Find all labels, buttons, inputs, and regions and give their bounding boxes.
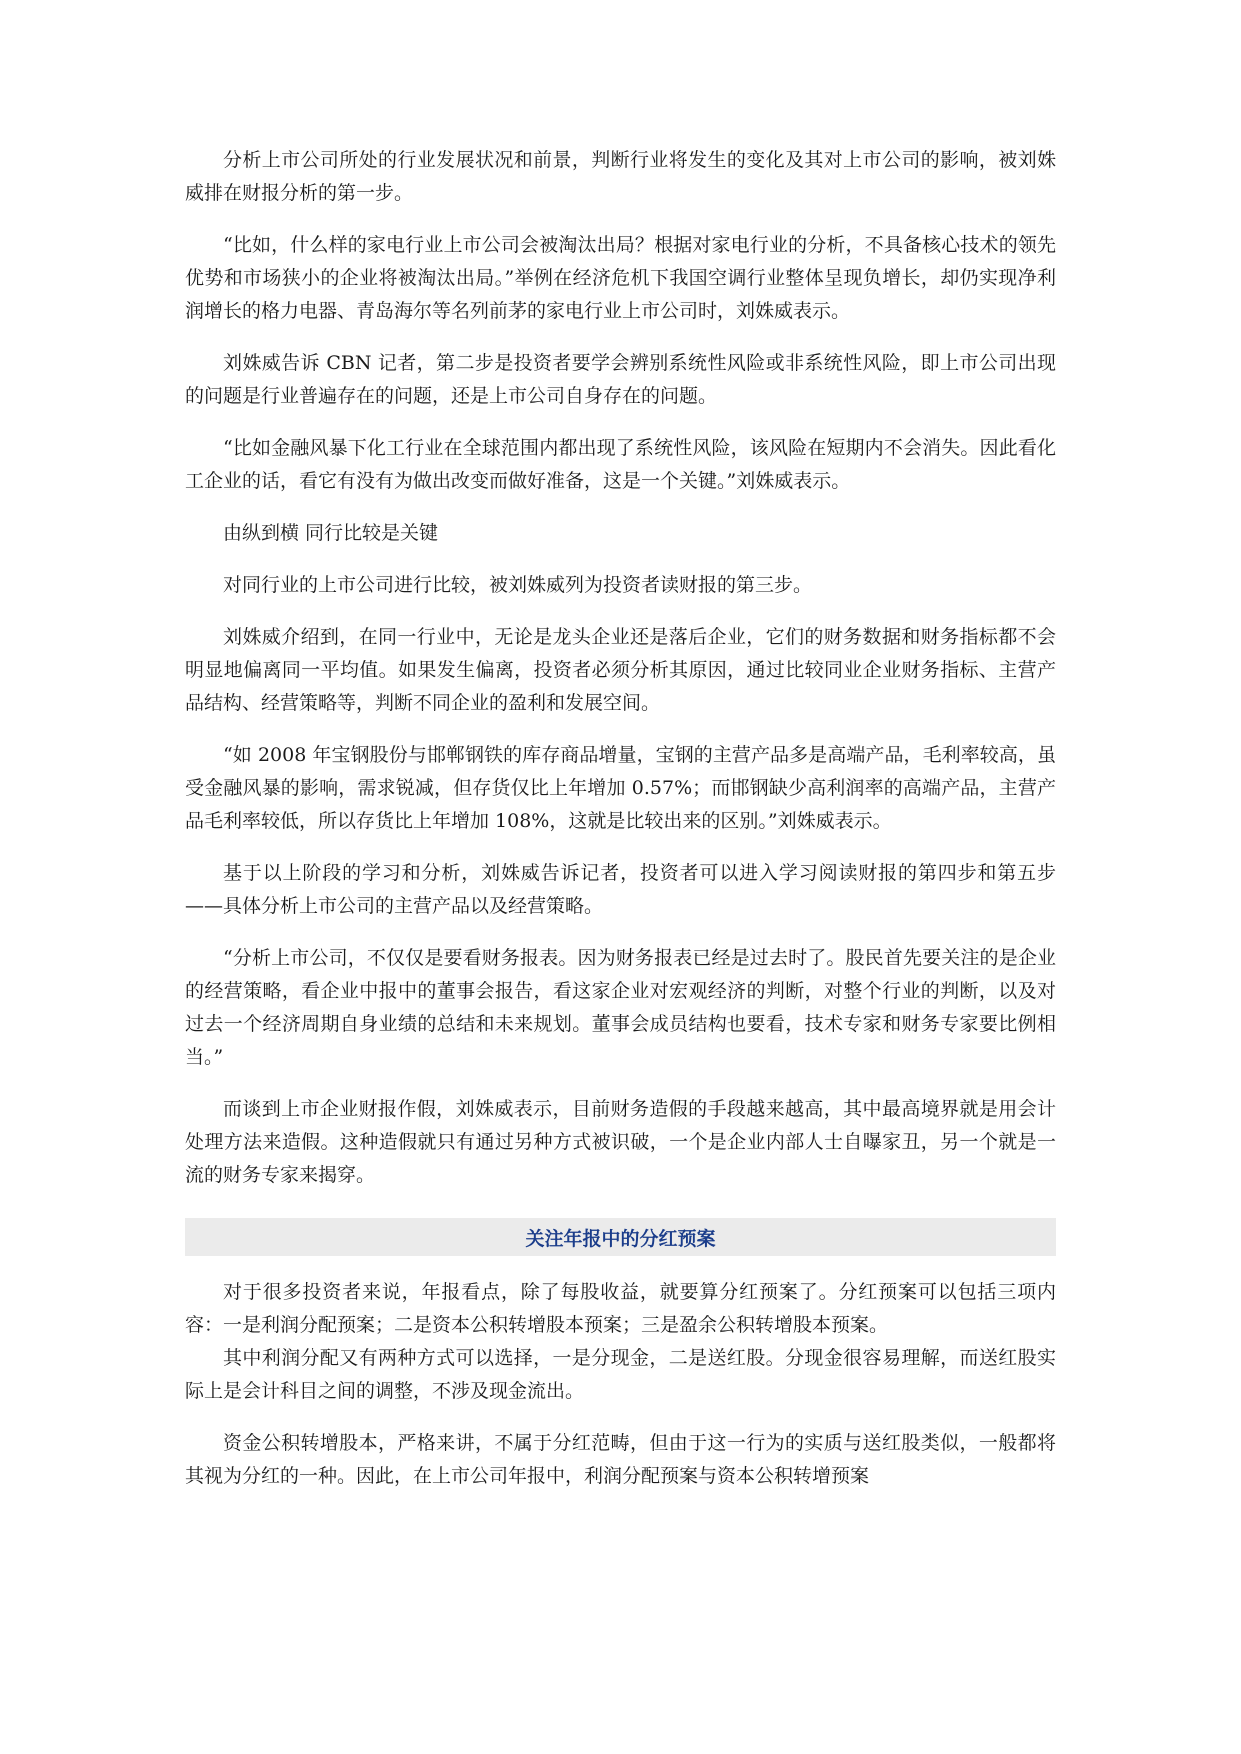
paragraph-business-strategy: “分析上市公司，不仅仅是要看财务报表。因为财务报表已经是过去时了。股民首先要关注的是企业的经营策略，看企业中报中的董事会报告，看这家企业对宏观经济的判断，对整个行业的判断，以及对过去一个经济周期自身业绩的总结和未来规划。董事会成员结构也要看，技术专家和财务专家要比例相当。” (185, 947, 1056, 1068)
paragraph-fourth-fifth-step: 基于以上阶段的学习和分析，刘姝威告诉记者，投资者可以进入学习阅读财报的第四步和第五步——具体分析上市公司的主营产品以及经营策略。 (185, 862, 1056, 917)
paragraph-dividend-methods: 其中利润分配又有两种方式可以选择，一是分现金，二是送红股。分现金很容易理解，而送红股实际上是会计科目之间的调整，不涉及现金流出。 (185, 1347, 1056, 1402)
document-page (185, 144, 1056, 1493)
section-header-bar (185, 1218, 1056, 1256)
paragraph-financial-fraud: 而谈到上市企业财报作假，刘姝威表示，目前财务造假的手段越来越高，其中最高境界就是用会计处理方法来造假。这种造假就只有通过另种方式被识破，一个是企业内部人士自曝家丑，另一个就是一流的财务专家来揭穿。 (185, 1098, 1056, 1186)
paragraph-third-step: 对同行业的上市公司进行比较，被刘姝威列为投资者读财报的第三步。 (223, 574, 813, 596)
paragraph-appliance-example: “比如，什么样的家电行业上市公司会被淘汰出局？根据对家电行业的分析，不具备核心技术的领先优势和市场狭小的企业将被淘汰出局。”举例在经济危机下我国空调行业整体呈现负增长，却仍实现净利润增长的格力电器、青岛海尔等名列前茅的家电行业上市公司时，刘姝威表示。 (185, 234, 1056, 322)
paragraph-industry-analysis: 分析上市公司所处的行业发展状况和前景，判断行业将发生的变化及其对上市公司的影响，被刘姝威排在财报分析的第一步。 (185, 149, 1056, 204)
paragraph-industry-average: 刘姝威介绍到，在同一行业中，无论是龙头企业还是落后企业，它们的财务数据和财务指标都不会明显地偏离同一平均值。如果发生偏离，投资者必须分析其原因，通过比较同业企业财务指标、主营产品结构、经营策略等，判断不同企业的盈利和发展空间。 (185, 626, 1056, 714)
section-title: 关注年报中的分红预案 (525, 1227, 716, 1250)
paragraph-systemic-risk: 刘姝威告诉 CBN 记者，第二步是投资者要学会辨别系统性风险或非系统性风险，即上市公司出现的问题是行业普遍存在的问题，还是上市公司自身存在的问题。 (185, 352, 1056, 407)
paragraph-dividend-plan: 对于很多投资者来说，年报看点，除了每股收益，就要算分红预案了。分红预案可以包括三项内容：一是利润分配预案；二是资本公积转增股本预案；三是盈余公积转增股本预案。 (185, 1281, 1056, 1336)
subheading-peer-comparison: 由纵到横 同行比较是关键 (223, 522, 439, 544)
paragraph-capital-reserve: 资金公积转增股本，严格来讲，不属于分红范畴，但由于这一行为的实质与送红股类似，一般都将其视为分红的一种。因此，在上市公司年报中，利润分配预案与资本公积转增预案 (185, 1432, 1056, 1487)
paragraph-chemical-example: “比如金融风暴下化工行业在全球范围内都出现了系统性风险，该风险在短期内不会消失。因此看化工企业的话，看它有没有为做出改变而做好准备，这是一个关键。”刘姝威表示。 (185, 437, 1056, 492)
paragraph-steel-example: “如 2008 年宝钢股份与邯郸钢铁的库存商品增量，宝钢的主营产品多是高端产品，毛利率较高，虽受金融风暴的影响，需求锐减，但存货仅比上年增加 0.57%；而邯钢缺少高利润率的高端产品，主营产品毛利率较低，所以存货比上年增加 108%，这就是比较出来的区别。”刘姝威表示。 (185, 744, 1056, 832)
